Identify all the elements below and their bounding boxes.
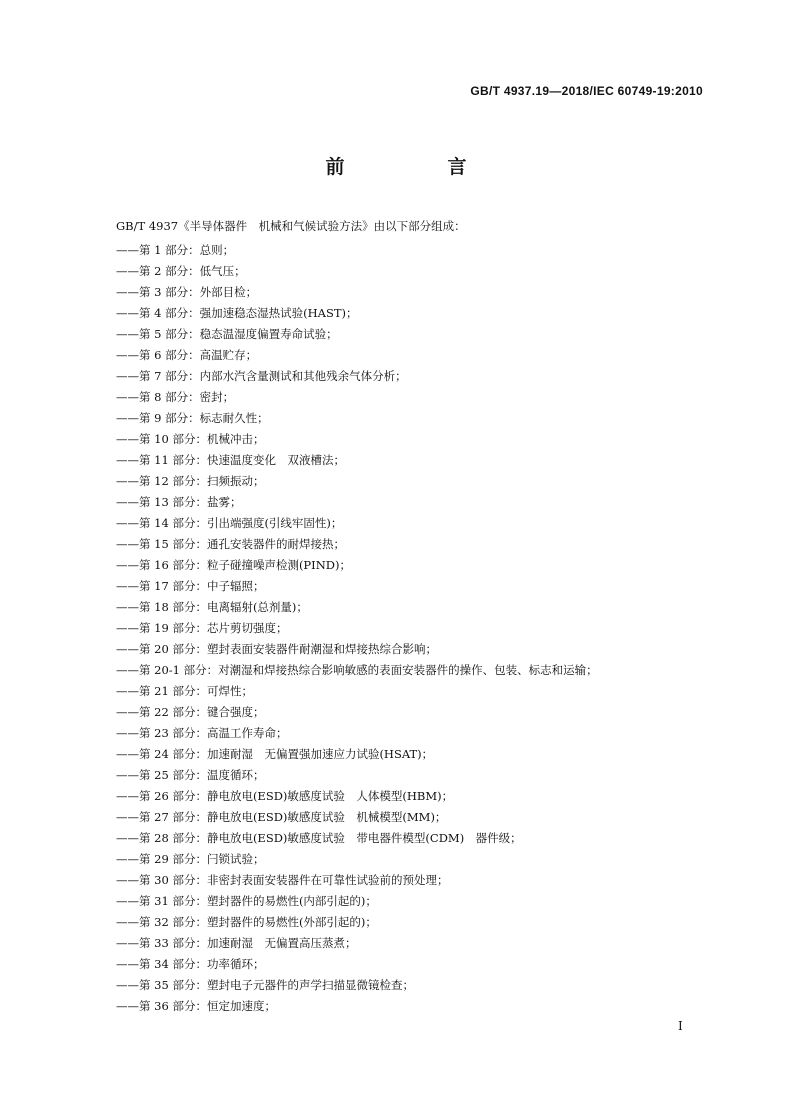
list-item: ——第 11 部分：快速温度变化 双液槽法； xyxy=(116,453,345,467)
list-item: ——第 2 部分：低气压； xyxy=(116,264,246,278)
list-item: ——第 10 部分：机械冲击； xyxy=(116,432,265,446)
parts-list xyxy=(116,240,598,1017)
list-item: ——第 15 部分：通孔安装器件的耐焊接热； xyxy=(116,537,345,551)
list-item: ——第 7 部分：内部水汽含量测试和其他残余气体分析； xyxy=(116,369,407,383)
list-item: ——第 20 部分：塑封表面安装器件耐潮湿和焊接热综合影响； xyxy=(116,642,437,656)
list-item: ——第 1 部分：总则； xyxy=(116,243,235,257)
list-item: ——第 5 部分：稳态温湿度偏置寿命试验； xyxy=(116,327,338,341)
list-item: ——第 12 部分：扫频振动； xyxy=(116,474,265,488)
list-item: ——第 19 部分：芯片剪切强度； xyxy=(116,621,288,635)
list-item: ——第 6 部分：高温贮存； xyxy=(116,348,258,362)
page-number: I xyxy=(678,1019,683,1033)
intro-paragraph: GB/T 4937《半导体器件 机械和气候试验方法》由以下部分组成： xyxy=(116,219,466,233)
list-item: ——第 33 部分：加速耐湿 无偏置高压蒸煮； xyxy=(116,936,357,950)
list-item: ——第 30 部分：非密封表面安装器件在可靠性试验前的预处理； xyxy=(116,873,449,887)
standard-code: GB/T 4937.19—2018/IEC 60749-19:2010 xyxy=(470,84,703,98)
list-item: ——第 24 部分：加速耐湿 无偏置强加速应力试验(HSAT)； xyxy=(116,747,434,761)
list-item: ——第 9 部分：标志耐久性； xyxy=(116,411,269,425)
list-item: ——第 16 部分：粒子碰撞噪声检测(PIND)； xyxy=(116,558,351,572)
list-item: ——第 28 部分：静电放电(ESD)敏感度试验 带电器件模型(CDM) 器件级； xyxy=(116,831,522,845)
list-item: ——第 31 部分：塑封器件的易燃性(内部引起的)； xyxy=(116,894,377,908)
list-item: ——第 18 部分：电离辐射(总剂量)； xyxy=(116,600,308,614)
list-item: ——第 21 部分：可焊性； xyxy=(116,684,253,698)
list-item: ——第 32 部分：塑封器件的易燃性(外部引起的)； xyxy=(116,915,377,929)
list-item: ——第 25 部分：温度循环； xyxy=(116,768,265,782)
list-item: ——第 8 部分：密封； xyxy=(116,390,235,404)
list-item: ——第 34 部分：功率循环； xyxy=(116,957,265,971)
list-item: ——第 4 部分：强加速稳态湿热试验(HAST)； xyxy=(116,306,358,320)
list-item: ——第 23 部分：高温工作寿命； xyxy=(116,726,288,740)
list-item: ——第 27 部分：静电放电(ESD)敏感度试验 机械模型(MM)； xyxy=(116,810,447,824)
list-item: ——第 36 部分：恒定加速度； xyxy=(116,999,276,1013)
list-item: ——第 22 部分：键合强度； xyxy=(116,705,265,719)
list-item: ——第 26 部分：静电放电(ESD)敏感度试验 人体模型(HBM)； xyxy=(116,789,454,803)
list-item: ——第 35 部分：塑封电子元器件的声学扫描显微镜检查； xyxy=(116,978,414,992)
list-item: ——第 17 部分：中子辐照； xyxy=(116,579,265,593)
list-item: ——第 3 部分：外部目检； xyxy=(116,285,258,299)
list-item: ——第 13 部分：盐雾； xyxy=(116,495,242,509)
list-item: ——第 14 部分：引出端强度(引线牢固性)； xyxy=(116,516,343,530)
list-item: ——第 20-1 部分：对潮湿和焊接热综合影响敏感的表面安装器件的操作、包装、标志和运输； xyxy=(116,663,598,677)
list-item: ——第 29 部分：闩锁试验； xyxy=(116,852,265,866)
page-title: 前 言 xyxy=(325,156,509,178)
